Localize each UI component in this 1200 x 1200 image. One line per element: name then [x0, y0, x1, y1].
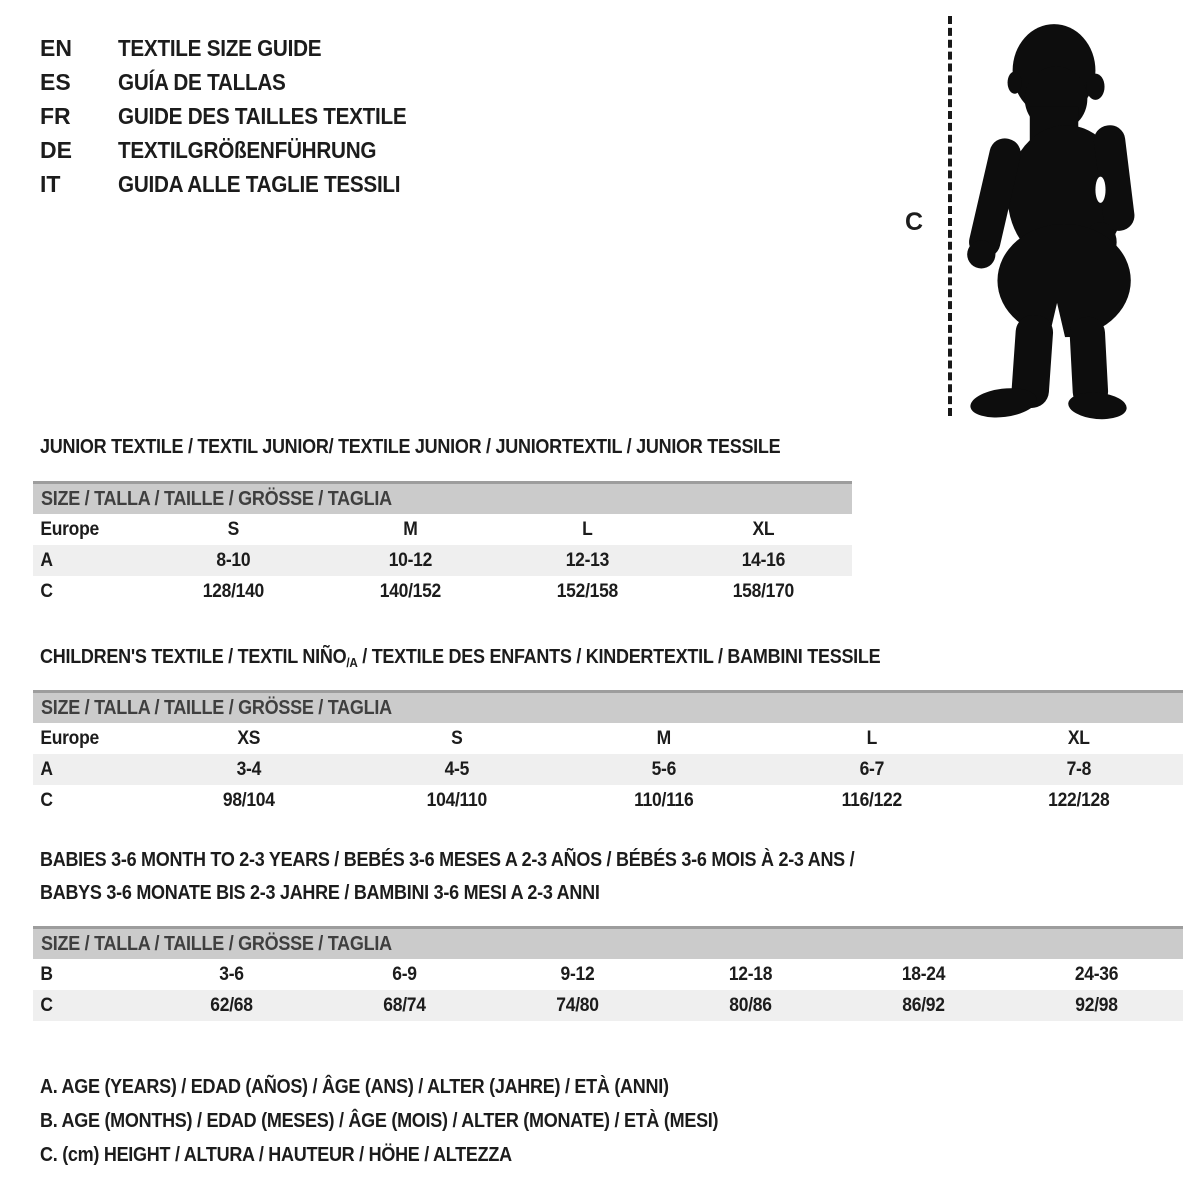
size-cell: XL [752, 518, 775, 540]
language-row-fr [40, 99, 439, 133]
row-label: B [40, 963, 53, 985]
height-cell: 86/92 [902, 994, 945, 1016]
row-label: A [40, 549, 53, 571]
language-row-it [40, 167, 439, 201]
language-code: IT [40, 170, 61, 197]
babies-size-table [33, 926, 1183, 1021]
language-title: GUÍA DE TALLAS [118, 68, 286, 95]
age-cell: 4-5 [444, 758, 469, 780]
language-title: GUIDE DES TAILLES TEXTILE [118, 102, 407, 129]
size-table-header [33, 690, 1183, 723]
legend-age-years [40, 1070, 794, 1104]
age-cell: 7-8 [1066, 758, 1092, 780]
junior-size-table [33, 481, 852, 607]
size-table-header [33, 926, 1183, 959]
legend-text: B. AGE (MONTHS) / EDAD (MESES) / ÂGE (MOIS) / ALTER (MONATE) / ETÀ (MESI) [40, 1109, 719, 1132]
table-row-height [33, 785, 1183, 816]
size-table-header-label: SIZE / TALLA / TAILLE / GRÖSSE / TAGLIA [41, 696, 392, 719]
toddler-silhouette [963, 16, 1140, 420]
size-cell: S [450, 727, 463, 749]
language-code: EN [40, 34, 72, 61]
babies-section-title-line1 [40, 849, 945, 872]
children-size-table [33, 690, 1183, 816]
babies-section-title-text: BABIES 3-6 MONTH TO 2-3 YEARS / BEBÉS 3-6 MESES A 2-3 AÑOS / BÉBÉS 3-6 MOIS À 2-3 ANS / [40, 849, 855, 871]
height-cell: 92/98 [1075, 994, 1118, 1016]
babies-section-title-text: BABYS 3-6 MONATE BIS 2-3 JAHRE / BAMBINI 3-6 MESI A 2-3 ANNI [40, 882, 600, 904]
size-cell: S [227, 518, 240, 540]
language-row-de [40, 133, 439, 167]
height-cell: 62/68 [210, 994, 253, 1016]
row-label: A [40, 758, 53, 780]
age-cell: 10-12 [388, 549, 432, 571]
height-cell: 104/110 [426, 789, 487, 811]
size-cell: L [581, 518, 593, 540]
table-row-age [33, 754, 1183, 785]
legend-height [40, 1138, 794, 1172]
table-row-europe [33, 723, 1183, 754]
size-table-header [33, 481, 852, 514]
table-row-europe [33, 514, 852, 545]
height-cell: 74/80 [556, 994, 599, 1016]
height-cell: 128/140 [202, 580, 265, 602]
height-cell: 110/116 [634, 789, 694, 811]
size-cell: XL [1068, 727, 1091, 749]
language-title-list [40, 31, 439, 201]
age-cell: 6-7 [859, 758, 884, 780]
language-title: TEXTILGRÖßENFÜHRUNG [118, 136, 377, 163]
language-row-en [40, 31, 439, 65]
children-section-title-text [40, 646, 880, 670]
height-measure-dashed-line [948, 16, 952, 416]
table-row-height [33, 990, 1183, 1021]
height-cell: 80/86 [729, 994, 772, 1016]
children-section-title [40, 646, 974, 670]
height-measure-label: C [905, 208, 924, 236]
legend-age-months [40, 1104, 794, 1138]
size-table-header-label: SIZE / TALLA / TAILLE / GRÖSSE / TAGLIA [41, 487, 392, 510]
children-title-sub: /A [346, 655, 358, 670]
language-code: DE [40, 136, 72, 163]
age-cell: 24-36 [1074, 963, 1119, 985]
row-label: Europe [40, 727, 99, 749]
junior-section-title [40, 436, 863, 459]
age-cell: 8-10 [216, 549, 251, 571]
row-label: C [40, 580, 53, 602]
age-cell: 14-16 [741, 549, 786, 571]
height-cell: 116/122 [841, 789, 902, 811]
children-title-part2: / TEXTILE DES ENFANTS / KINDERTEXTIL / BAMBINI TESSILE [357, 646, 881, 668]
size-table-header-label: SIZE / TALLA / TAILLE / GRÖSSE / TAGLIA [41, 932, 392, 955]
language-row-es [40, 65, 439, 99]
height-cell: 68/74 [383, 994, 426, 1016]
language-title: GUIDA ALLE TAGLIE TESSILI [118, 170, 401, 197]
row-label: C [40, 994, 53, 1016]
size-cell: M [656, 727, 672, 749]
language-code: FR [40, 102, 71, 129]
height-cell: 158/170 [732, 580, 795, 602]
height-cell: 98/104 [222, 789, 275, 811]
height-cell: 140/152 [379, 580, 441, 602]
age-cell: 6-9 [392, 963, 417, 985]
size-cell: XS [237, 727, 261, 749]
age-cell: 3-6 [219, 963, 244, 985]
legend-text: A. AGE (YEARS) / EDAD (AÑOS) / ÂGE (ANS) / ALTER (JAHRE) / ETÀ (ANNI) [40, 1075, 669, 1098]
age-cell: 3-4 [236, 758, 262, 780]
row-label: Europe [40, 518, 99, 540]
size-cell: L [866, 727, 877, 749]
height-cell: 152/158 [556, 580, 618, 602]
table-row-height [33, 576, 852, 607]
age-cell: 5-6 [651, 758, 677, 780]
junior-section-title-text: JUNIOR TEXTILE / TEXTIL JUNIOR/ TEXTILE JUNIOR / JUNIORTEXTIL / JUNIOR TESSILE [40, 436, 781, 458]
babies-section-title-line2 [40, 882, 662, 905]
age-cell: 12-18 [728, 963, 773, 985]
legend-text: C. (cm) HEIGHT / ALTURA / HAUTEUR / HÖHE / ALTEZZA [40, 1143, 512, 1166]
size-cell: M [402, 518, 418, 540]
age-cell: 18-24 [901, 963, 946, 985]
table-row-age-months [33, 959, 1183, 990]
children-title-part1: CHILDREN'S TEXTILE / TEXTIL NIÑO [40, 646, 347, 668]
language-title: TEXTILE SIZE GUIDE [118, 34, 322, 61]
height-cell: 122/128 [1048, 789, 1110, 811]
age-cell: 9-12 [560, 963, 595, 985]
language-code: ES [40, 68, 71, 95]
row-label: C [40, 789, 53, 811]
age-cell: 12-13 [565, 549, 609, 571]
measurement-legend [40, 1070, 794, 1172]
table-row-age [33, 545, 852, 576]
